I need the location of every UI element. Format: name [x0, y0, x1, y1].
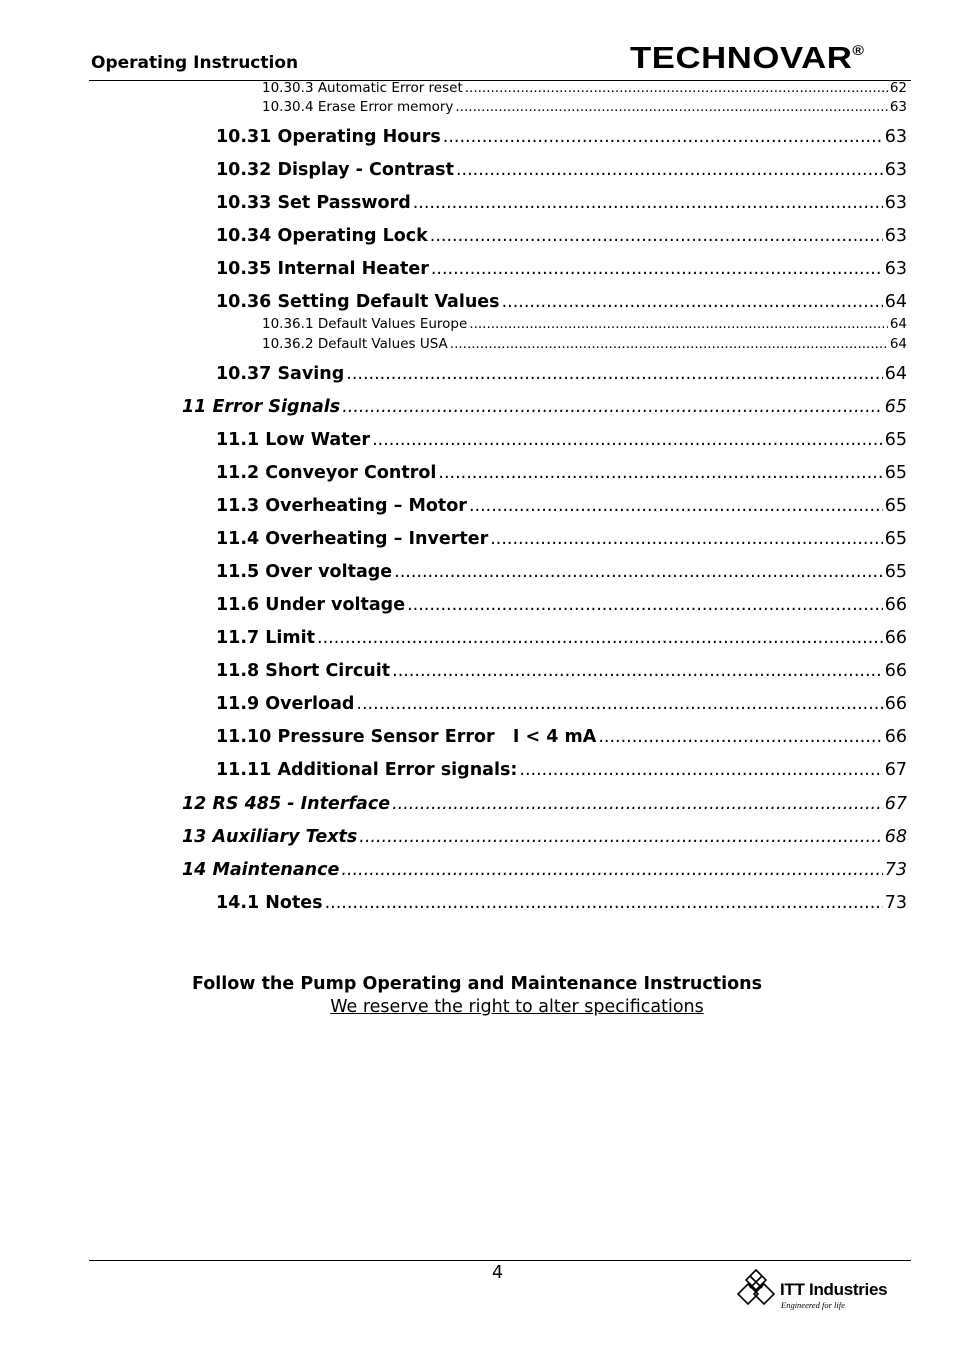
toc-entry[interactable]	[216, 595, 907, 615]
toc-entry[interactable]	[216, 127, 907, 147]
toc-entry-title: 10.34 Operating Lock	[216, 226, 428, 246]
toc-entry-page: 63	[884, 226, 907, 246]
toc-dot-leader	[341, 860, 882, 880]
notice-instruction: Follow the Pump Operating and Maintenance Instructions	[192, 974, 762, 994]
toc-dot-leader	[394, 562, 883, 582]
toc-entry[interactable]	[216, 694, 907, 714]
toc-entry-page: 65	[884, 463, 907, 483]
toc-entry[interactable]	[216, 226, 907, 246]
toc-entry-page: 68	[884, 827, 907, 847]
toc-dot-leader	[443, 127, 883, 147]
toc-entry[interactable]	[216, 562, 907, 582]
toc-entry-page: 73	[884, 893, 907, 913]
toc-entry-page: 62	[889, 80, 907, 96]
toc-entry[interactable]	[262, 316, 907, 332]
toc-entry[interactable]	[216, 760, 907, 780]
toc-dot-leader	[359, 827, 882, 847]
toc-entry[interactable]	[216, 727, 907, 747]
toc-entry[interactable]	[216, 893, 907, 913]
toc-entry[interactable]	[216, 292, 907, 312]
toc-entry-title: 11.6 Under voltage	[216, 595, 406, 615]
toc-dot-leader	[317, 628, 883, 648]
toc-dot-leader	[392, 661, 883, 681]
toc-entry-title: 11.1 Low Water	[216, 430, 371, 450]
toc-entry-page: 63	[889, 99, 907, 115]
toc-entry-page: 64	[889, 316, 907, 332]
toc-entry-title: 14 Maintenance	[182, 860, 340, 880]
toc-entry[interactable]	[182, 397, 907, 417]
toc-dot-leader	[456, 160, 883, 180]
toc-dot-leader	[469, 496, 883, 516]
toc-entry[interactable]	[216, 430, 907, 450]
toc-entry-title: 11 Error Signals	[182, 397, 341, 417]
toc-entry[interactable]	[182, 860, 907, 880]
toc-entry-title: 10.32 Display - Contrast	[216, 160, 454, 180]
toc-dot-leader	[469, 316, 888, 332]
toc-entry-title: 11.4 Overheating – Inverter	[216, 529, 489, 549]
toc-dot-leader	[346, 364, 882, 384]
document-header-title: Operating Instruction	[91, 53, 299, 73]
toc-entry-page: 66	[884, 727, 907, 747]
toc-entry-title: 12 RS 485 - Interface	[182, 794, 391, 814]
toc-entry[interactable]	[216, 160, 907, 180]
toc-entry-page: 67	[884, 794, 907, 814]
toc-dot-leader	[407, 595, 883, 615]
toc-entry[interactable]	[216, 529, 907, 549]
itt-company-name: ITT Industries	[780, 1280, 888, 1299]
toc-dot-leader	[342, 397, 883, 417]
toc-entry-title: 11.10 Pressure Sensor Error I < 4 mA	[216, 727, 597, 747]
toc-entry[interactable]	[216, 496, 907, 516]
toc-entry-title: 10.36 Setting Default Values	[216, 292, 500, 312]
toc-entry-title: 10.36.2 Default Values USA	[262, 336, 448, 352]
toc-entry-page: 64	[889, 336, 907, 352]
toc-entry-page: 66	[884, 628, 907, 648]
toc-dot-leader	[325, 893, 883, 913]
toc-entry[interactable]	[216, 661, 907, 681]
notice-disclaimer: We reserve the right to alter specifications	[330, 997, 704, 1017]
toc-entry-page: 73	[884, 860, 907, 880]
toc-entry-title: 10.30.4 Erase Error memory	[262, 99, 454, 115]
toc-entry-page: 65	[884, 562, 907, 582]
toc-entry[interactable]	[216, 259, 907, 279]
brand-name: TECHNOVAR	[630, 40, 853, 75]
toc-entry[interactable]	[182, 827, 907, 847]
toc-entry-title: 11.5 Over voltage	[216, 562, 393, 582]
toc-entry-title: 11.2 Conveyor Control	[216, 463, 437, 483]
registered-mark: ®	[852, 42, 865, 58]
toc-entry-page: 63	[884, 160, 907, 180]
toc-dot-leader	[450, 336, 888, 352]
toc-dot-leader	[356, 694, 882, 714]
footer-divider	[89, 1260, 911, 1261]
toc-entry-title: 10.35 Internal Heater	[216, 259, 429, 279]
page-number: 4	[492, 1263, 504, 1283]
toc-dot-leader	[413, 193, 883, 213]
toc-entry-page: 66	[884, 661, 907, 681]
toc-entry[interactable]	[216, 193, 907, 213]
itt-tagline: Engineered for life	[781, 1300, 845, 1310]
toc-entry-title: 11.11 Additional Error signals:	[216, 760, 518, 780]
toc-entry-page: 65	[884, 496, 907, 516]
toc-entry-title: 11.9 Overload	[216, 694, 355, 714]
toc-entry-title: 10.36.1 Default Values Europe	[262, 316, 468, 332]
toc-dot-leader	[598, 727, 882, 747]
toc-entry-page: 64	[884, 364, 907, 384]
toc-entry-title: 14.1 Notes	[216, 893, 323, 913]
toc-entry-page: 65	[884, 529, 907, 549]
toc-entry-page: 63	[884, 259, 907, 279]
toc-entry[interactable]	[262, 336, 907, 352]
toc-entry[interactable]	[182, 794, 907, 814]
toc-dot-leader	[392, 794, 883, 814]
toc-entry-title: 10.30.3 Automatic Error reset	[262, 80, 463, 96]
toc-entry-page: 65	[884, 397, 907, 417]
toc-entry-page: 66	[884, 694, 907, 714]
toc-entry-page: 63	[884, 193, 907, 213]
toc-entry-page: 67	[884, 760, 907, 780]
toc-entry-page: 65	[884, 430, 907, 450]
toc-entry-page: 64	[884, 292, 907, 312]
notice-block	[0, 973, 954, 1019]
toc-dot-leader	[502, 292, 883, 312]
toc-entry[interactable]	[216, 628, 907, 648]
toc-entry-title: 10.31 Operating Hours	[216, 127, 441, 147]
toc-entry-title: 11.3 Overheating – Motor	[216, 496, 467, 516]
toc-dot-leader	[455, 99, 887, 115]
toc-entry-title: 10.37 Saving	[216, 364, 345, 384]
toc-dot-leader	[431, 259, 883, 279]
toc-entry-title: 11.7 Limit	[216, 628, 316, 648]
toc-entry-page: 63	[884, 127, 907, 147]
toc-entry-title: 10.33 Set Password	[216, 193, 411, 213]
toc-entry-title: 13 Auxiliary Texts	[182, 827, 358, 847]
toc-dot-leader	[465, 80, 888, 96]
toc-entry[interactable]	[216, 364, 907, 384]
toc-dot-leader	[519, 760, 882, 780]
toc-entry[interactable]	[262, 99, 907, 115]
toc-dot-leader	[490, 529, 883, 549]
toc-dot-leader	[430, 226, 883, 246]
toc-entry-title: 11.8 Short Circuit	[216, 661, 391, 681]
toc-dot-leader	[372, 430, 883, 450]
toc-entry[interactable]	[262, 80, 907, 96]
toc-entry-page: 66	[884, 595, 907, 615]
toc-dot-leader	[438, 463, 882, 483]
toc-entry[interactable]	[216, 463, 907, 483]
